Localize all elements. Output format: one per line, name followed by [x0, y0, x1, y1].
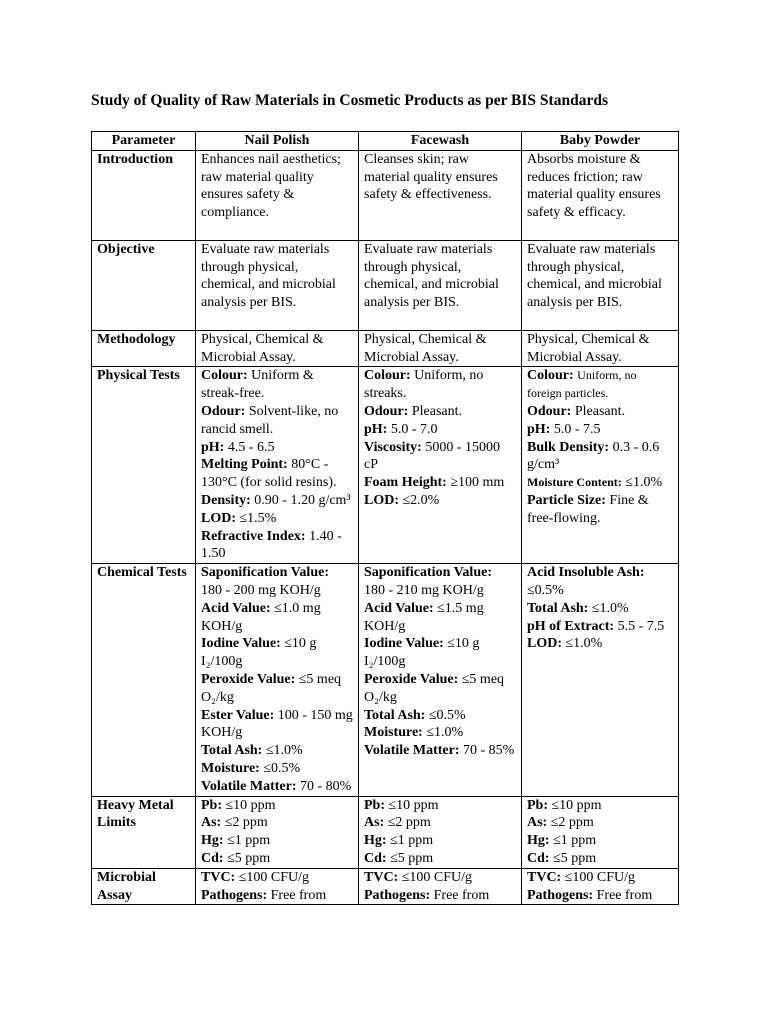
test-item [201, 456, 353, 492]
test-item [364, 742, 516, 760]
test-value: ≤10 ppm [388, 797, 439, 813]
test-label: Moisture Content: [527, 475, 622, 490]
test-value: ≤10 ppm [225, 797, 276, 813]
test-item [201, 671, 353, 707]
test-label: Acid Insoluble Ash: [527, 565, 645, 581]
test-item [201, 707, 353, 743]
test-label: Odour: [527, 403, 572, 419]
test-item [527, 635, 673, 653]
test-label: Peroxide Value: [201, 671, 296, 687]
test-label: pH: [201, 439, 225, 455]
test-label: Hg: [527, 833, 550, 849]
test-label: Saponification Value: [201, 565, 329, 581]
test-value: Uniform & streak-free. [201, 368, 314, 402]
test-item [201, 814, 353, 832]
test-value: 100 - 150 mg KOH/g [201, 707, 353, 741]
test-value: ≤2 ppm [387, 815, 431, 831]
cell-facewash: Cleanses skin; raw material quality ensures safety & effectiveness. [359, 150, 522, 240]
test-label: pH: [527, 421, 551, 437]
cell-facewash [359, 367, 522, 564]
test-item [364, 564, 516, 600]
row-parameter: Microbial Assay [92, 868, 196, 905]
test-label: Acid Value: [201, 600, 271, 616]
cell-nail-polish [196, 868, 359, 905]
test-value: ≤0.5% [428, 707, 466, 723]
test-item [201, 887, 353, 905]
table-row [92, 240, 679, 330]
test-value: ≤1.0% [426, 725, 464, 741]
test-label: Saponification Value: [364, 565, 492, 581]
test-item [364, 850, 516, 868]
test-item [364, 421, 516, 439]
test-value: Free from [596, 887, 653, 903]
cell-baby-powder: Absorbs moisture & reduces friction; raw material quality ensures safety & efficacy. [522, 150, 679, 240]
test-label: Pb: [364, 797, 385, 813]
test-item [527, 564, 673, 600]
test-value: 0.90 - 1.20 g/cm³ [254, 492, 351, 508]
test-label: Particle Size: [527, 492, 606, 508]
test-label: Ester Value: [201, 707, 275, 723]
test-item [364, 403, 516, 421]
cell-nail-polish: Physical, Chemical & Microbial Assay. [196, 330, 359, 367]
cell-nail-polish: Evaluate raw materials through physical, chemical, and microbial analysis per BIS. [196, 240, 359, 330]
test-value: ≤2 ppm [224, 815, 268, 831]
test-label: Moisture: [364, 725, 423, 741]
test-value: 180 - 210 mg KOH/g [364, 582, 484, 598]
test-item [201, 635, 353, 671]
test-label: Pb: [527, 797, 548, 813]
test-item [201, 778, 353, 796]
cell-facewash [359, 796, 522, 868]
test-value: Uniform, no foreign particles. [527, 368, 637, 401]
test-label: Cd: [527, 850, 550, 866]
test-value: 5.0 - 7.5 [553, 421, 601, 437]
table-row [92, 564, 679, 796]
row-parameter: Physical Tests [92, 367, 196, 564]
test-item [201, 564, 353, 600]
table-row [92, 150, 679, 240]
test-value: ≤5 ppm [390, 850, 434, 866]
test-value: ≤100 CFU/g [564, 869, 636, 885]
test-label: Moisture: [201, 760, 260, 776]
test-label: Foam Height: [364, 475, 447, 491]
cell-baby-powder: Physical, Chemical & Microbial Assay. [522, 330, 679, 367]
test-item [364, 671, 516, 707]
header-parameter: Parameter [92, 132, 196, 151]
cell-facewash [359, 868, 522, 905]
test-label: Pathogens: [527, 887, 594, 903]
test-item [201, 492, 353, 528]
test-value: 5.0 - 7.0 [390, 421, 438, 437]
cell-nail-polish [196, 564, 359, 796]
test-label: Total Ash: [527, 600, 589, 616]
test-label: As: [527, 815, 548, 831]
test-item [364, 724, 516, 742]
test-value: ≤1 ppm [553, 833, 597, 849]
test-label: Colour: [364, 368, 411, 384]
test-item [527, 474, 673, 492]
test-label: Hg: [201, 833, 224, 849]
test-value: ≤1.0% [625, 475, 663, 491]
test-value: ≤5 ppm [553, 850, 597, 866]
test-item [364, 707, 516, 725]
test-label: Odour: [364, 403, 409, 419]
test-label: Melting Point: [201, 457, 288, 473]
test-label: As: [201, 815, 222, 831]
test-item [364, 492, 516, 510]
test-value: ≤0.5% [263, 760, 301, 776]
test-value: Fine & free-flowing. [527, 492, 649, 526]
row-parameter: Heavy Metal Limits [92, 796, 196, 868]
test-value: ≤1 ppm [390, 833, 434, 849]
cell-baby-powder [522, 868, 679, 905]
cell-nail-polish [196, 367, 359, 564]
test-item [201, 439, 353, 457]
test-value: 70 - 80% [300, 778, 352, 794]
table-header-row [92, 132, 679, 151]
test-item [527, 618, 673, 636]
test-value: ≤10 ppm [551, 797, 602, 813]
header-nail-polish: Nail Polish [196, 132, 359, 151]
test-item [364, 797, 516, 815]
test-label: Peroxide Value: [364, 671, 459, 687]
test-value: 5000 - 15000 cP [364, 439, 500, 473]
test-value: 4.5 - 6.5 [227, 439, 275, 455]
test-item [527, 600, 673, 618]
test-label: Iodine Value: [364, 636, 444, 652]
test-item [201, 403, 353, 439]
test-item [201, 797, 353, 815]
test-item [201, 850, 353, 868]
test-label: TVC: [364, 869, 399, 885]
header-baby-powder: Baby Powder [522, 132, 679, 151]
test-item [364, 869, 516, 887]
test-label: Odour: [201, 403, 246, 419]
test-label: As: [364, 815, 385, 831]
test-value: 70 - 85% [463, 743, 515, 759]
test-item [527, 832, 673, 850]
row-parameter: Objective [92, 240, 196, 330]
test-value: 80°C - 130°C (for solid resins). [201, 457, 337, 491]
table-row [92, 796, 679, 868]
cell-baby-powder: Evaluate raw materials through physical, chemical, and microbial analysis per BIS. [522, 240, 679, 330]
test-label: Volatile Matter: [201, 778, 297, 794]
test-value: 0.3 - 0.6 g/cm³ [527, 439, 660, 473]
test-label: Pathogens: [364, 887, 431, 903]
table-row [92, 367, 679, 564]
test-value: ≤5 ppm [227, 850, 271, 866]
test-item [527, 887, 673, 905]
test-label: Iodine Value: [201, 636, 281, 652]
header-facewash: Facewash [359, 132, 522, 151]
test-value: ≤1.5% [239, 510, 277, 526]
test-item [201, 832, 353, 850]
test-label: TVC: [201, 869, 236, 885]
test-value: Free from [270, 887, 327, 903]
test-label: Acid Value: [364, 600, 434, 616]
test-value: Pleasant. [574, 403, 625, 419]
test-item [527, 814, 673, 832]
test-item [527, 367, 673, 403]
test-label: Volatile Matter: [364, 743, 460, 759]
test-item [527, 421, 673, 439]
test-item [201, 600, 353, 636]
cell-baby-powder [522, 796, 679, 868]
row-parameter: Methodology [92, 330, 196, 367]
test-item [527, 850, 673, 868]
cell-baby-powder [522, 564, 679, 796]
test-value: ≤1.5 mg KOH/g [364, 600, 484, 634]
test-item [201, 760, 353, 778]
test-value: ≥100 mm [450, 475, 505, 491]
test-item [364, 832, 516, 850]
test-label: Total Ash: [364, 707, 426, 723]
test-label: LOD: [201, 510, 236, 526]
test-value: Uniform, no streaks. [364, 368, 484, 402]
test-item [364, 887, 516, 905]
test-value: ≤2.0% [402, 492, 440, 508]
test-item [527, 797, 673, 815]
test-item [201, 367, 353, 403]
cell-facewash: Evaluate raw materials through physical, chemical, and microbial analysis per BIS. [359, 240, 522, 330]
test-item [201, 869, 353, 887]
test-value: ≤1.0% [565, 636, 603, 652]
test-value: ≤5 meq O₂/kg [201, 671, 342, 705]
table-row [92, 330, 679, 367]
test-label: Hg: [364, 833, 387, 849]
test-value: Free from [433, 887, 490, 903]
test-item [364, 814, 516, 832]
table-row [92, 868, 679, 905]
test-value: Pleasant. [411, 403, 462, 419]
test-value: ≤0.5% [527, 582, 564, 598]
test-value: 180 - 200 mg KOH/g [201, 582, 321, 598]
test-label: Density: [201, 492, 251, 508]
test-label: pH: [364, 421, 388, 437]
test-value: ≤2 ppm [550, 815, 594, 831]
test-item [527, 439, 673, 475]
test-label: Bulk Density: [527, 439, 610, 455]
cell-facewash: Physical, Chemical & Microbial Assay. [359, 330, 522, 367]
test-value: ≤100 CFU/g [401, 869, 473, 885]
test-item [201, 742, 353, 760]
test-label: Viscosity: [364, 439, 422, 455]
test-item [364, 600, 516, 636]
test-value: ≤5 meq O₂/kg [364, 671, 505, 705]
test-label: LOD: [364, 492, 399, 508]
test-item [527, 403, 673, 421]
cell-nail-polish: Enhances nail aesthetics; raw material quality ensures safety & compliance. [196, 150, 359, 240]
test-item [527, 492, 673, 528]
cell-baby-powder [522, 367, 679, 564]
test-label: Cd: [201, 850, 224, 866]
test-value: ≤1.0% [591, 600, 629, 616]
test-label: Cd: [364, 850, 387, 866]
test-value: ≤1.0% [265, 743, 303, 759]
test-label: pH of Extract: [527, 618, 615, 634]
quality-table [91, 131, 679, 905]
test-value: ≤1.0 mg KOH/g [201, 600, 321, 634]
test-label: Total Ash: [201, 743, 263, 759]
test-value: ≤10 g I₂/100g [201, 636, 317, 670]
test-value: 5.5 - 7.5 [617, 618, 665, 634]
document-title: Study of Quality of Raw Materials in Cosmetic Products as per BIS Standards [91, 92, 608, 109]
test-value: ≤10 g I₂/100g [364, 636, 480, 670]
test-item [364, 439, 516, 475]
test-value: Solvent-like, no rancid smell. [201, 403, 339, 437]
row-parameter: Chemical Tests [92, 564, 196, 796]
cell-facewash [359, 564, 522, 796]
test-value: ≤1 ppm [227, 833, 271, 849]
test-item [201, 528, 353, 564]
test-item [364, 367, 516, 403]
test-item [364, 635, 516, 671]
test-label: LOD: [527, 636, 562, 652]
cell-nail-polish [196, 796, 359, 868]
test-value: 1.40 - 1.50 [201, 528, 342, 562]
test-label: Colour: [201, 368, 248, 384]
test-item [527, 869, 673, 887]
test-value: ≤100 CFU/g [238, 869, 310, 885]
test-label: Pathogens: [201, 887, 268, 903]
test-item [364, 474, 516, 492]
test-label: Pb: [201, 797, 222, 813]
row-parameter: Introduction [92, 150, 196, 240]
test-label: Refractive Index: [201, 528, 306, 544]
test-label: TVC: [527, 869, 562, 885]
test-label: Colour: [527, 368, 574, 384]
